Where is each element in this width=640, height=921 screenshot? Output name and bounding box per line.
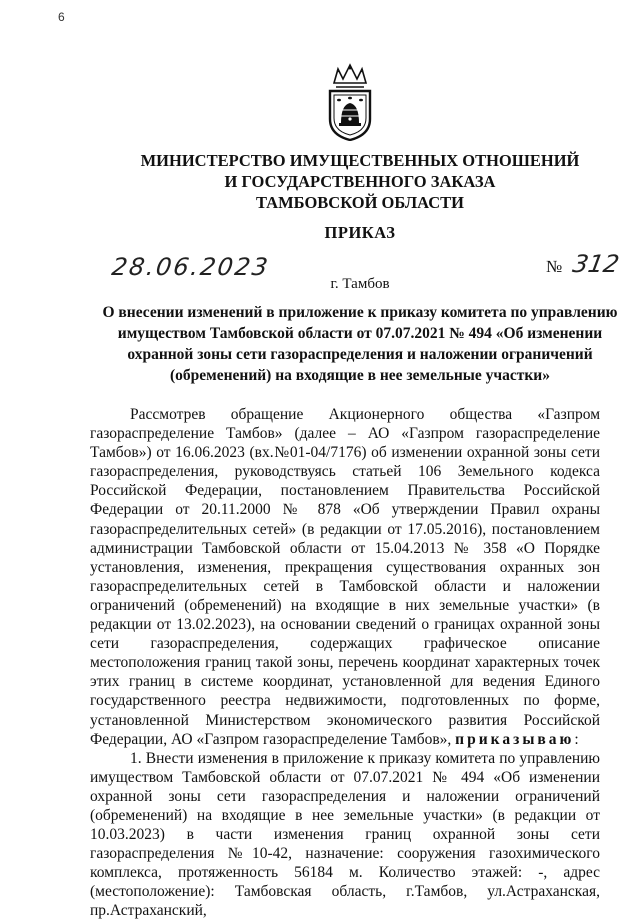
subject-line: О внесении изменений в приложение к приказу комитета по управлению [102, 304, 618, 321]
order-word: приказываю [455, 730, 575, 748]
order-subject [90, 302, 630, 386]
subject-line: имуществом Тамбовской области от 07.07.2021 № 494 «Об изменении [117, 325, 603, 342]
number-label: № [546, 257, 563, 276]
city: г. Тамбов [330, 276, 390, 292]
preamble-paragraph [90, 405, 600, 749]
page-mark: 6 [58, 10, 65, 24]
handwritten-date: 28.06.2023 [110, 253, 272, 281]
subject-line: (обременений) на входящие в нее земельные участки» [169, 367, 550, 384]
subject-line: охранной зоны сети газораспределения и наложении ограничений [127, 346, 593, 363]
order-body [90, 405, 600, 921]
ministry-line: ТАМБОВСКОЙ ОБЛАСТИ [255, 193, 465, 212]
order-word-suffix: : [574, 730, 579, 748]
ministry-line: И ГОСУДАРСТВЕННОГО ЗАКАЗА [224, 172, 496, 191]
ministry-name [60, 150, 640, 213]
ministry-line: МИНИСТЕРСТВО ИМУЩЕСТВЕННЫХ ОТНОШЕНИЙ [140, 151, 580, 170]
tambov-coat-of-arms-icon [324, 63, 376, 141]
clause-1-paragraph: 1. Внести изменения в приложение к приказу комитета по управлению имуществом Тамбовской области от 07.07.2021 № 494 «Об изменении охранной зоны сети газораспределения и наложении ограничений (обременений) на входящие в нее земельные участки» (в редакции от 10.03.2023) в части изменения границ охранной зоны сети газораспределения №10-42, назначение: сооружения газохимического комплекса, протяженность 56184 м. Количество этажей: -, адрес (местоположение): Тамбовская область, г.Тамбов, ул.Астраханская, пр.Астраханский, [90, 749, 600, 920]
document-type: ПРИКАЗ [324, 223, 396, 242]
preamble-text: Рассмотрев обращение Акционерного общества «Газпром газораспределение Тамбов» (далее – АО «Газпром газораспределение Тамбов») от 16.06.2023 (вх.№01-04/7176) об изменении охранной зоны сети газораспределения, руководствуясь статьей 106 Земельного кодекса Российской Федерации, постановлением Правительства Российской Федерации от 20.11.2000 № 878 «Об утверждении Правил охраны газораспределительных сетей» (в редакции от 17.05.2016), постановлением администрации Тамбовской области от 15.04.2013 № 358 «О Порядке установления, изменения, прекращения существования охранных зон газораспределительных сетей в Тамбовской области и наложении ограничений (обременений) на входящие в них земельные участки» (в редакции от 13.02.2023), на основании сведений о границах охранной зоны сети газораспределения, содержащих графическое описание местоположения границ такой зоны, перечень координат характерных точек этих границ в системе координат, установленной для ведения Единого государственного реестра недвижимости, подготовленных по форме, установленной Министерством экономического развития Российской Федерации, АО «Газпром газораспределение Тамбов», [90, 406, 600, 748]
handwritten-number: 312 [570, 250, 622, 278]
